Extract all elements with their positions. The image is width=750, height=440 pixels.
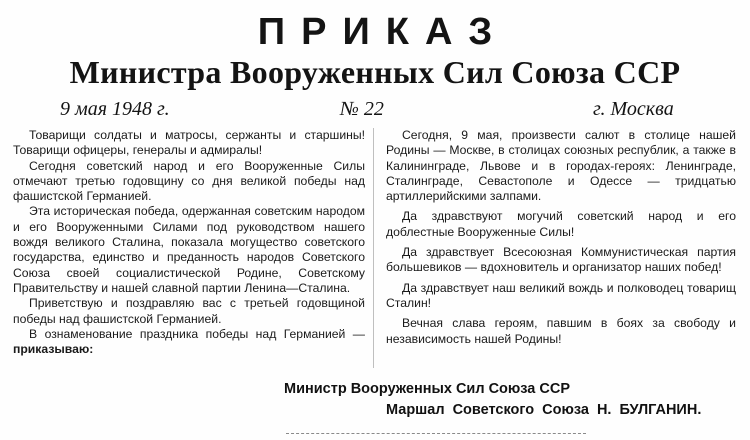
bottom-rule: [286, 433, 586, 434]
left-paragraph: Сегодня советский народ и его Вооруженные Силы отмечают третью годовщину со дня великой победы над фашистской Германией.: [13, 158, 365, 204]
left-paragraph-final: [13, 327, 365, 358]
final-paragraph-text: В ознаменование праздника победы над Германией —: [29, 326, 365, 341]
left-paragraph: Приветствую и поздравляю вас с третьей годовщиной победы над фашистской Германией.: [13, 296, 365, 326]
right-paragraph: Да здравствует наш великий вождь и полководец товарищ Сталин!: [386, 280, 736, 310]
order-number: № 22: [340, 98, 384, 120]
document-title: ПРИКАЗ: [257, 11, 509, 53]
right-paragraph: Вечная слава героям, павшим в боях за свободу и независимость нашей Родины!: [386, 316, 736, 346]
right-paragraph: Да здравствует Всесоюзная Коммунистическая партия большевиков — вдохновитель и организатор наших побед!: [386, 245, 736, 275]
order-place: г. Москва: [593, 98, 674, 120]
order-keyword: приказываю:: [13, 342, 94, 357]
order-date: 9 мая 1948 г.: [60, 98, 170, 120]
signature-title: Министр Вооруженных Сил Союза ССР: [284, 381, 571, 397]
right-column: [386, 128, 736, 352]
right-paragraph: Да здравствуют могучий советский народ и его доблестные Вооруженные Силы!: [386, 209, 736, 239]
left-column: [13, 128, 365, 357]
document-subtitle: Министра Вооруженных Сил Союза ССР: [69, 54, 681, 90]
left-paragraph: Эта историческая победа, одержанная советским народом и его Вооруженными Силами под руководством нашего вождя великого Сталина, показала могущество советского государства, единство и преданность народов Советского Союза своей социалистической Родине, Советскому Правительству и нашей славной партии Ленина—Сталина.: [13, 204, 365, 295]
left-paragraph: Товарищи солдаты и матросы, сержанты и старшины! Товарищи офицеры, генералы и адмиралы!: [13, 128, 365, 158]
right-paragraph: Сегодня, 9 мая, произвести салют в столице нашей Родины — Москве, в столицах союзных республик, а также в Калининграде, Львове и в городах-героях: Ленинграде, Сталинграде, Севастополе и Одессе — тридцатью артиллерийскими залпами.: [386, 128, 736, 204]
signature-name: Маршал Советского Союза Н. БУЛГАНИН.: [386, 402, 702, 418]
column-divider: [373, 128, 374, 368]
